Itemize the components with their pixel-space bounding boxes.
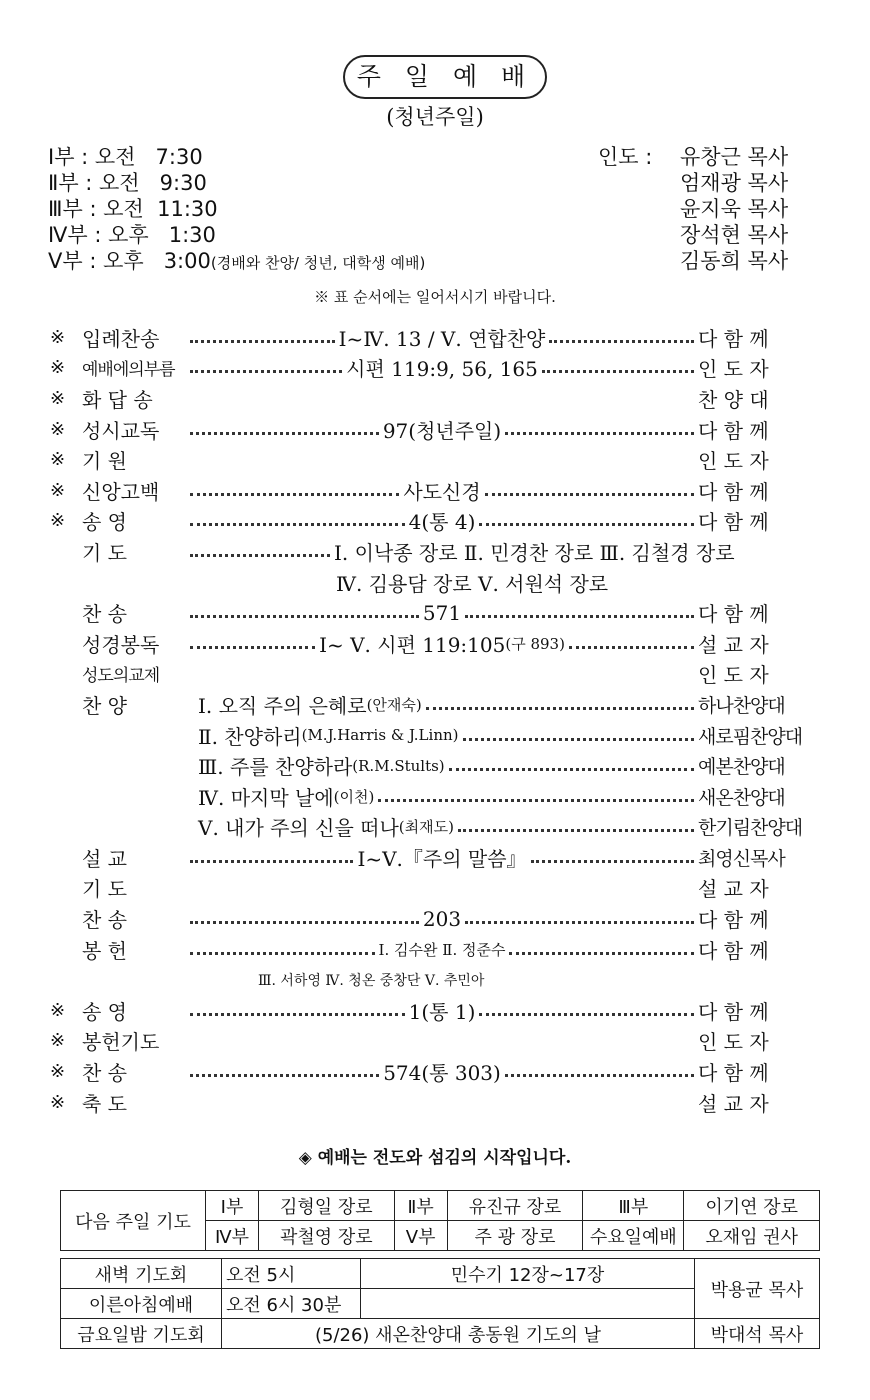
schedule-row: Ⅴ부 : 오후 3:00(경배와 찬양/ 청년, 대학생 예배) [48, 249, 426, 273]
anthem-row: Ⅱ. 찬양하리 (M.J.Harris & J.Linn) 새로핌찬양대 [198, 724, 803, 749]
page-subtitle: (청년주일) [386, 105, 484, 129]
meetings-table [60, 1258, 820, 1349]
table-cell: Ⅰ부 [206, 1191, 259, 1221]
order-row: ※ 예배에의부름 시편 119:9, 56, 165 인 도 자 [50, 357, 769, 382]
order-of-worship [50, 322, 810, 1117]
anthem-row: Ⅴ. 내가 주의 신을 떠나 (최재도) 한기림찬양대 [198, 816, 803, 841]
table-cell: 이기연 장로 [684, 1191, 820, 1221]
table-cell: 오전 5시 [222, 1259, 361, 1289]
table-cell: 유진규 장로 [447, 1191, 583, 1221]
prayer-row-continued: Ⅳ. 김용담 장로 Ⅴ. 서원석 장로 [336, 571, 609, 596]
leaders-list [598, 144, 788, 274]
table-cell: 민수기 12장~17장 [361, 1259, 695, 1289]
table-cell: Ⅱ부 [394, 1191, 447, 1221]
anthem-row: 찬 양 Ⅰ. 오직 주의 은혜로 (안재숙) 하나찬양대 [82, 693, 785, 718]
table-cell: Ⅳ부 [206, 1221, 259, 1251]
schedule-row: Ⅲ부 : 오전 11:30 [48, 197, 218, 221]
order-row: ※ 입례찬송 Ⅰ~Ⅳ. 13 / Ⅴ. 연합찬양 다 함 께 [50, 326, 769, 351]
table-cell: 김형일 장로 [259, 1191, 395, 1221]
standing-notice: ※ 표 순서에는 일어서시기 바랍니다. [314, 288, 556, 306]
table-cell: 박용균 목사 [695, 1259, 820, 1319]
prayer-row: 기 도 Ⅰ. 이낙종 장로 Ⅱ. 민경찬 장로 Ⅲ. 김철경 장로 [82, 540, 735, 565]
order-row: 성도의교제 인 도 자 [82, 663, 769, 688]
anthem-row: Ⅲ. 주를 찬양하라 (R.M.Stults) 예본찬양대 [198, 755, 785, 780]
table-cell: Ⅴ부 [394, 1221, 447, 1251]
schedule-row: Ⅳ부 : 오후 1:30 [48, 223, 216, 247]
leader-name: 윤지욱 목사 [680, 197, 789, 221]
table-cell: 새벽 기도회 [61, 1259, 222, 1289]
leader-name: 유창근 목사 [680, 145, 789, 169]
service-schedule [48, 144, 425, 274]
page-title: 주 일 예 배 [343, 55, 547, 99]
order-row: ※ 봉헌기도 인 도 자 [50, 1030, 769, 1055]
order-row: ※ 기 원 인 도 자 [50, 449, 769, 474]
offering-row-continued: Ⅲ. 서하영 Ⅳ. 청온 중창단 Ⅴ. 추민아 [258, 972, 485, 989]
schedule-row: Ⅱ부 : 오전 9:30 [48, 171, 207, 195]
table-cell: 오전 6시 30분 [222, 1289, 361, 1319]
order-row: ※ 송 영 4(통 4) 다 함 께 [50, 510, 769, 535]
order-row: 찬 송 203 다 함 께 [82, 906, 769, 933]
order-row: 기 도 설 교 자 [82, 877, 769, 902]
next-prayer-label: 다음 주일 기도 [61, 1191, 206, 1251]
table-cell: 이른아침예배 [61, 1289, 222, 1319]
order-row: ※ 찬 송 574(통 303) 다 함 께 [50, 1061, 769, 1086]
leader-name: 엄재광 목사 [680, 171, 789, 195]
table-cell: 금요일밤 기도회 [61, 1319, 222, 1349]
offering-row: 봉 헌 Ⅰ. 김수완 Ⅱ. 정준수 다 함 께 [82, 938, 769, 963]
table-cell [361, 1289, 695, 1319]
anthem-row: Ⅳ. 마지막 날에 (이천) 새온찬양대 [198, 785, 785, 810]
order-row: ※ 신앙고백 사도신경 다 함 께 [50, 479, 769, 504]
leader-name: 장석현 목사 [680, 223, 789, 247]
leader-label: 인도 : [598, 145, 653, 169]
table-cell: 주 광 장로 [447, 1221, 583, 1251]
leader-name: 김동희 목사 [680, 249, 789, 273]
order-row: ※ 송 영 1(통 1) 다 함 께 [50, 999, 769, 1024]
closing-message: ◈ 예배는 전도와 섬김의 시작입니다. [298, 1148, 572, 1168]
order-row: 성경봉독 Ⅰ~ Ⅴ. 시편 119:105 (구 893) 설 교 자 [82, 632, 769, 657]
table-cell: Ⅲ부 [583, 1191, 684, 1221]
order-row: ※ 축 도 설 교 자 [50, 1091, 769, 1116]
order-row: 찬 송 571 다 함 께 [82, 600, 769, 627]
table-cell: 곽철영 장로 [259, 1221, 395, 1251]
table-cell: 수요일예배 [583, 1221, 684, 1251]
table-cell: (5/26) 새온찬양대 총동원 기도의 날 [222, 1319, 695, 1349]
next-prayer-table [60, 1190, 820, 1251]
schedule-row: Ⅰ부 : 오전 7:30 [48, 145, 203, 169]
table-cell: 오재임 권사 [684, 1221, 820, 1251]
order-row: ※ 성시교독 97(청년주일) 다 함 께 [50, 418, 769, 443]
order-row: 설 교 Ⅰ~Ⅴ.『주의 말씀』 최영신목사 [82, 846, 785, 871]
order-row: ※ 화 답 송 찬 양 대 [50, 387, 769, 412]
table-cell: 박대석 목사 [695, 1319, 820, 1349]
